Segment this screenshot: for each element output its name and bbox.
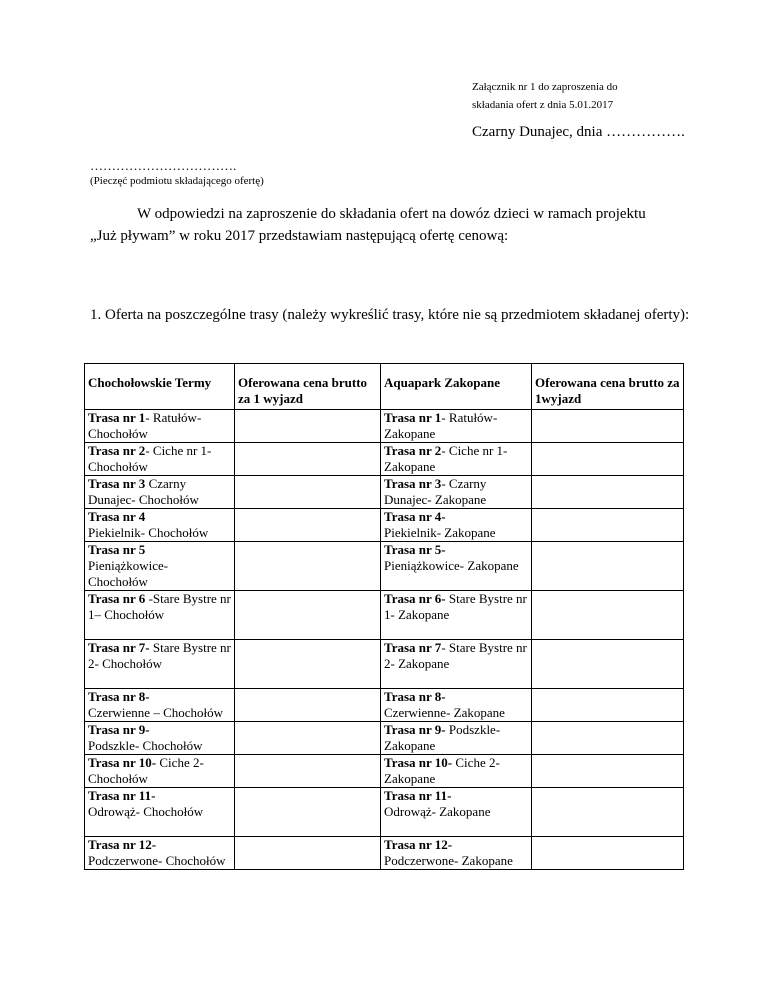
price-input-chocholow[interactable]: [235, 837, 381, 870]
table-row: [85, 443, 684, 476]
price-input-zakopane[interactable]: [532, 689, 684, 722]
annex-note: [472, 78, 672, 114]
route-cell-chocholow: Trasa nr 3 Czarny Dunajec- Chochołów: [85, 476, 235, 509]
price-input-chocholow[interactable]: [235, 509, 381, 542]
route-cell-zakopane: Trasa nr 2- Ciche nr 1- Zakopane: [381, 443, 532, 476]
place-date: Czarny Dunajec, dnia …………….: [472, 124, 685, 140]
header-price-2: Oferowana cena brutto za 1wyjazd: [532, 364, 684, 410]
price-input-chocholow[interactable]: [235, 542, 381, 591]
route-cell-chocholow: Trasa nr 6 -Stare Bystre nr 1– Chochołów: [85, 591, 235, 640]
route-cell-zakopane: Trasa nr 6- Stare Bystre nr 1- Zakopane: [381, 591, 532, 640]
price-input-zakopane[interactable]: [532, 640, 684, 689]
table-row: [85, 542, 684, 591]
table-row: [85, 722, 684, 755]
price-input-chocholow[interactable]: [235, 788, 381, 837]
price-input-zakopane[interactable]: [532, 591, 684, 640]
price-input-zakopane[interactable]: [532, 837, 684, 870]
route-cell-chocholow: Trasa nr 1- Ratułów- Chochołów: [85, 410, 235, 443]
route-cell-chocholow: Trasa nr 5 Pieniążkowice- Chochołów: [85, 542, 235, 591]
route-cell-chocholow: Trasa nr 2- Ciche nr 1- Chochołów: [85, 443, 235, 476]
route-cell-zakopane: Trasa nr 9- Podszkle- Zakopane: [381, 722, 532, 755]
price-input-chocholow[interactable]: [235, 689, 381, 722]
price-input-zakopane[interactable]: [532, 722, 684, 755]
table-row: [85, 788, 684, 837]
route-cell-zakopane: Trasa nr 7- Stare Bystre nr 2- Zakopane: [381, 640, 532, 689]
route-cell-chocholow: Trasa nr 10- Ciche 2- Chochołów: [85, 755, 235, 788]
table-header-row: [85, 364, 684, 410]
price-input-chocholow[interactable]: [235, 640, 381, 689]
table-row: [85, 755, 684, 788]
annex-line-1: Załącznik nr 1 do zaproszenia do: [472, 81, 618, 93]
route-cell-zakopane: Trasa nr 1- Ratułów- Zakopane: [381, 410, 532, 443]
table-row: [85, 640, 684, 689]
price-input-chocholow[interactable]: [235, 443, 381, 476]
table-row: [85, 689, 684, 722]
price-input-zakopane[interactable]: [532, 509, 684, 542]
route-cell-zakopane: Trasa nr 10- Ciche 2- Zakopane: [381, 755, 532, 788]
table-row: [85, 476, 684, 509]
route-cell-zakopane: Trasa nr 12- Podczerwone- Zakopane: [381, 837, 532, 870]
table-row: [85, 591, 684, 640]
route-cell-zakopane: Trasa nr 5- Pieniążkowice- Zakopane: [381, 542, 532, 591]
price-input-zakopane[interactable]: [532, 410, 684, 443]
route-cell-chocholow: Trasa nr 7- Stare Bystre nr 2- Chochołów: [85, 640, 235, 689]
route-cell-zakopane: Trasa nr 3- Czarny Dunajec- Zakopane: [381, 476, 532, 509]
route-cell-zakopane: Trasa nr 11- Odrowąż- Zakopane: [381, 788, 532, 837]
price-input-chocholow[interactable]: [235, 722, 381, 755]
stamp-dotted-line: …………………………….: [90, 158, 237, 173]
table-row: [85, 509, 684, 542]
price-input-zakopane[interactable]: [532, 443, 684, 476]
route-cell-chocholow: Trasa nr 8- Czerwienne – Chochołów: [85, 689, 235, 722]
route-cell-zakopane: Trasa nr 8- Czerwienne- Zakopane: [381, 689, 532, 722]
price-input-zakopane[interactable]: [532, 788, 684, 837]
price-input-chocholow[interactable]: [235, 755, 381, 788]
stamp-label: (Pieczęć podmiotu składającego ofertę): [90, 175, 264, 187]
price-input-chocholow[interactable]: [235, 591, 381, 640]
offer-table: [84, 363, 684, 870]
header-aquapark-zakopane: Aquapark Zakopane: [381, 364, 532, 410]
route-cell-chocholow: Trasa nr 11- Odrowąż- Chochołów: [85, 788, 235, 837]
route-cell-chocholow: Trasa nr 9- Podszkle- Chochołów: [85, 722, 235, 755]
intro-line-2: „Już pływam” w roku 2017 przedstawiam następującą ofertę cenową:: [90, 228, 509, 244]
header-price-1: Oferowana cena brutto za 1 wyjazd: [235, 364, 381, 410]
price-input-chocholow[interactable]: [235, 410, 381, 443]
intro-paragraph: [90, 203, 690, 247]
route-cell-chocholow: Trasa nr 4 Piekielnik- Chochołów: [85, 509, 235, 542]
header-chocholowskie-termy: Chochołowskie Termy: [85, 364, 235, 410]
offer-instruction: 1. Oferta na poszczególne trasy (należy wykreślić trasy, które nie są przedmiotem składanej oferty):: [90, 307, 690, 323]
price-input-zakopane[interactable]: [532, 542, 684, 591]
table-row: [85, 410, 684, 443]
price-input-chocholow[interactable]: [235, 476, 381, 509]
price-input-zakopane[interactable]: [532, 476, 684, 509]
annex-line-2: składania ofert z dnia 5.01.2017: [472, 99, 614, 111]
route-cell-zakopane: Trasa nr 4- Piekielnik- Zakopane: [381, 509, 532, 542]
price-input-zakopane[interactable]: [532, 755, 684, 788]
route-cell-chocholow: Trasa nr 12- Podczerwone- Chochołów: [85, 837, 235, 870]
intro-line-1: W odpowiedzi na zaproszenie do składania ofert na dowóz dzieci w ramach projektu: [137, 206, 646, 222]
table-row: [85, 837, 684, 870]
